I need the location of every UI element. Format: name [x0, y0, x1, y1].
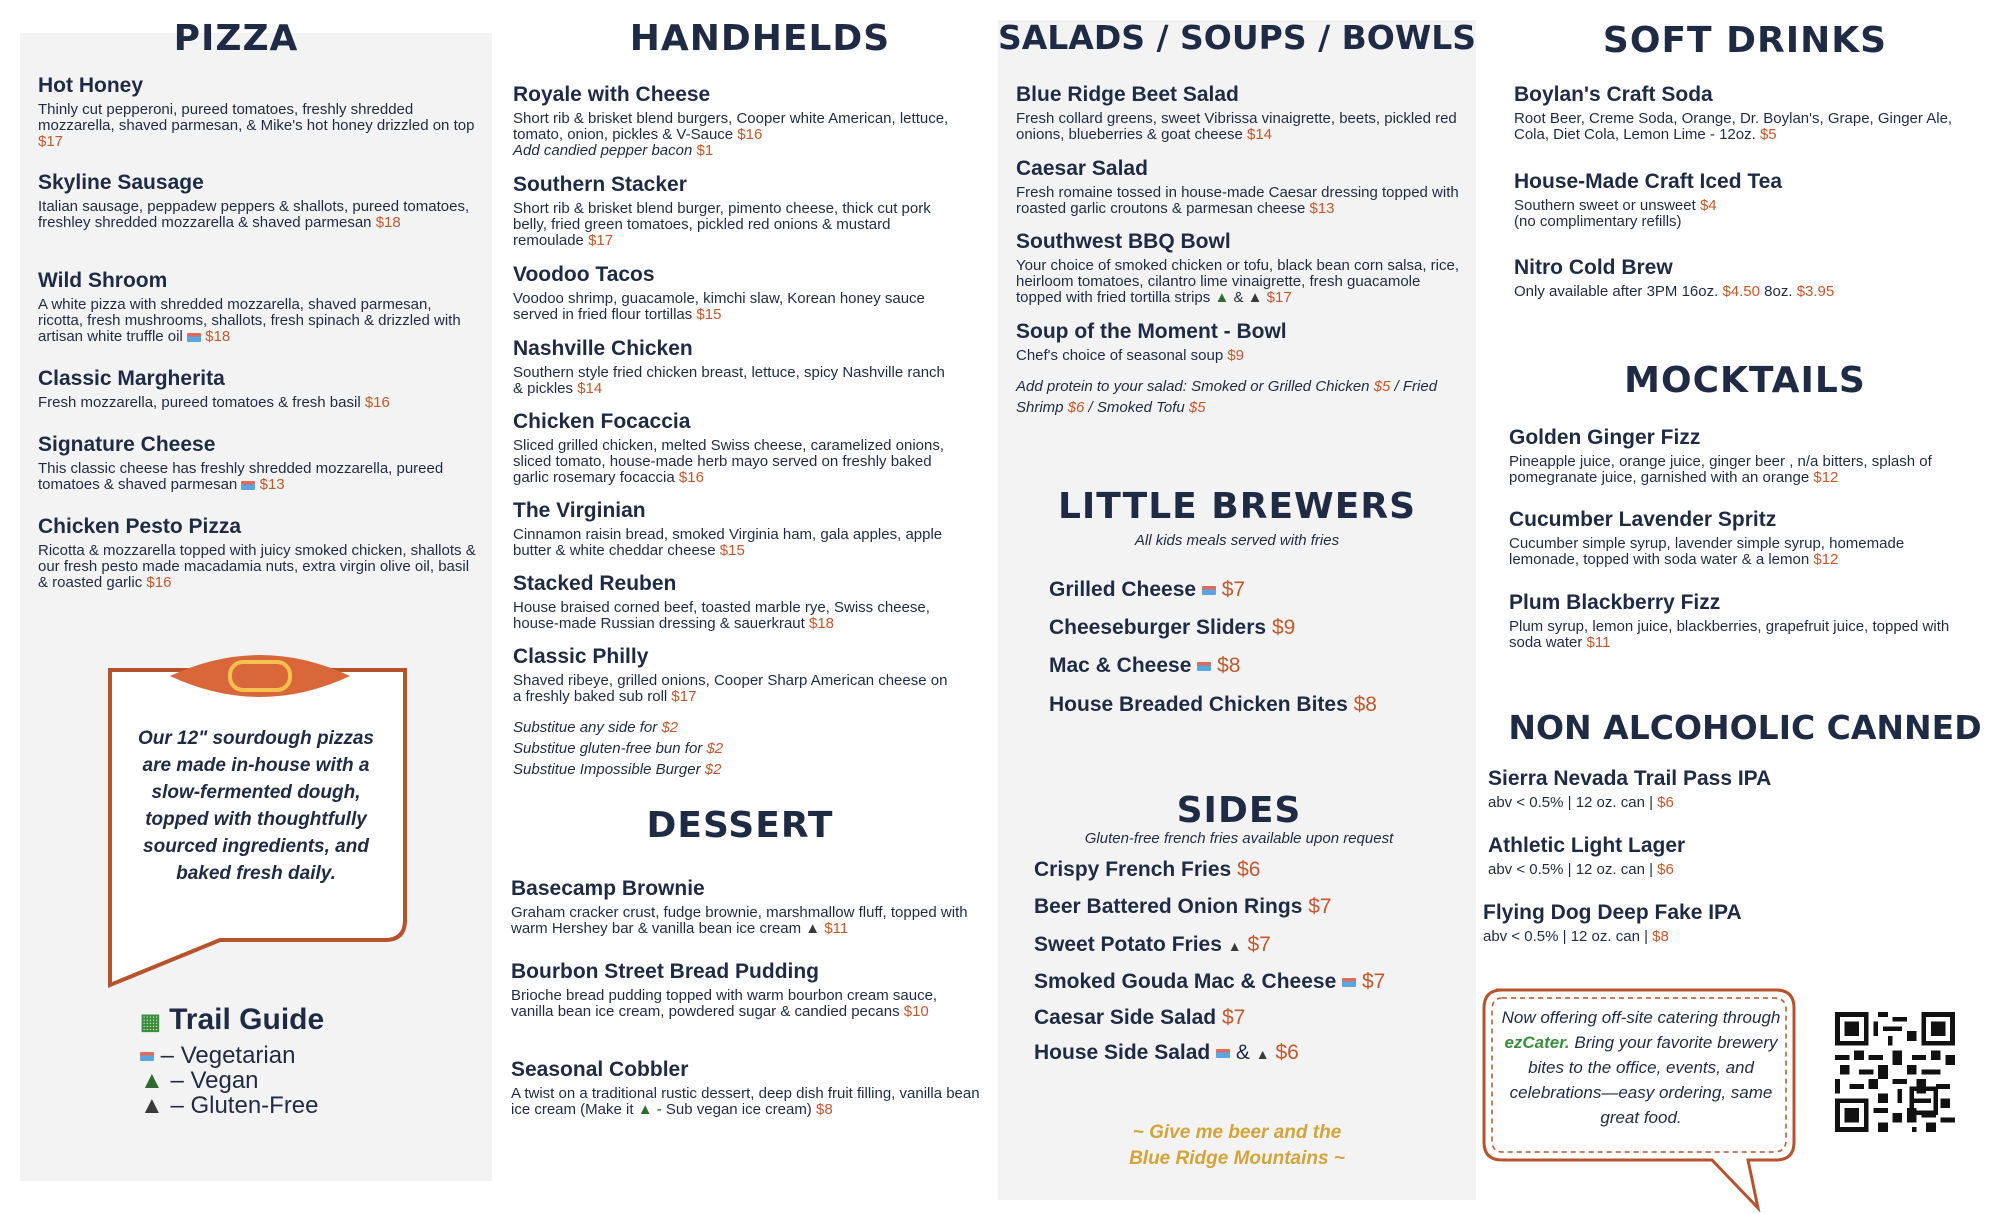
item-name: Hot Honey [38, 74, 143, 97]
item-desc: Shaved ribeye, grilled onions, Cooper Sharp American cheese on a freshly baked sub roll $17 [513, 672, 948, 705]
item-name: Blue Ridge Beet Salad [1016, 83, 1239, 106]
legend-vegan: – Vegan [170, 1067, 259, 1094]
item-name: Bourbon Street Bread Pudding [511, 960, 820, 983]
item-desc: Southern sweet or unsweet $4 (no complimentary refills) [1514, 197, 1717, 230]
item-name: Cucumber Lavender Spritz [1509, 508, 1777, 531]
item-name: Chicken Pesto Pizza [38, 515, 242, 538]
item-name: Sierra Nevada Trail Pass IPA [1488, 767, 1772, 790]
handheld-item [513, 83, 953, 159]
side-item: Beer Battered Onion Rings $7 [1034, 895, 1332, 918]
item-name: Wild Shroom [38, 269, 168, 292]
item-name: The Virginian [513, 499, 646, 522]
item-name: Athletic Light Lager [1488, 834, 1686, 857]
vegetarian-icon [187, 333, 201, 342]
little-brewers-title: LITTLE BREWERS [1057, 486, 1417, 527]
item-desc: Sliced grilled chicken, melted Swiss cheese, caramelized onions, sliced tomato, house-made herb mayo served on freshly baked garlic rosemary focaccia $16 [513, 437, 945, 486]
side-item: Sweet Potato Fries ▲ $7 [1034, 933, 1271, 956]
item-name: Royale with Cheese [513, 83, 711, 106]
kids-item: Grilled Cheese $7 [1049, 578, 1246, 601]
ezcater-link[interactable]: ezCater. [1504, 1033, 1570, 1052]
substitutions: Substitue any side for $2 Substitue gluten-free bun for $2 Substitue Impossible Burger $2 [513, 719, 724, 778]
handheld-item [513, 337, 953, 397]
dessert-item [511, 1058, 981, 1118]
item-desc: Root Beer, Creme Soda, Orange, Dr. Boylan's, Grape, Ginger Ale, Cola, Diet Cola, Lemon Lime - 12oz. $5 [1514, 110, 1953, 143]
item-desc: Brioche bread pudding topped with warm bourbon cream sauce, vanilla bean ice cream, powdered sugar & candied pecans $10 [511, 987, 938, 1020]
slogan-line-1: ~ Give me beer and the [1132, 1122, 1342, 1143]
vegetarian-icon [1216, 1049, 1230, 1058]
pizza-item [38, 74, 478, 150]
item-desc: Cinnamon raisin bread, smoked Virginia ham, gala apples, apple butter & white cheddar cheese $15 [513, 526, 943, 559]
vegetarian-icon [1197, 662, 1211, 671]
dessert-item [511, 960, 981, 1020]
pizza-item [38, 171, 478, 231]
item-desc: Cucumber simple syrup, lavender simple syrup, homemade lemonade, topped with soda water & a lemon $12 [1509, 535, 1905, 568]
handheld-item [513, 173, 953, 249]
kids-item: House Breaded Chicken Bites $8 [1049, 693, 1377, 716]
item-name: Voodoo Tacos [513, 263, 655, 286]
item-desc: A twist on a traditional rustic dessert, deep dish fruit filling, vanilla bean ice cream (Make it ▲ - Sub vegan ice cream) $8 [511, 1085, 980, 1118]
item-name: Stacked Reuben [513, 572, 677, 595]
item-name: Nitro Cold Brew [1514, 256, 1673, 279]
side-item: Crispy French Fries $6 [1034, 858, 1261, 881]
legend-vegetarian: – Vegetarian [160, 1042, 296, 1069]
item-desc: Graham cracker crust, fudge brownie, marshmallow fluff, topped with warm Hershey bar & vanilla bean ice cream ▲ $11 [511, 904, 968, 937]
vegetarian-icon [1202, 586, 1216, 595]
slogan [998, 1120, 1476, 1172]
item-name: Golden Ginger Fizz [1509, 426, 1701, 449]
side-item: Smoked Gouda Mac & Cheese $7 [1034, 970, 1386, 993]
salad-item [1016, 83, 1470, 143]
kids-item: Cheeseburger Sliders $9 [1049, 616, 1296, 639]
item-desc: Italian sausage, peppadew peppers & shallots, pureed tomatoes, freshley shredded mozzarella & shaved parmesan $18 [38, 198, 470, 231]
mountain-icon: ▲ [1227, 938, 1242, 954]
side-item: Caesar Side Salad $7 [1034, 1006, 1246, 1029]
catering-text: Now offering off-site catering through ezCater. Bring your favorite brewery bites to the office, events, and celebrations—easy ordering, same great food. [1501, 1008, 1781, 1127]
vegetarian-icon [1342, 978, 1356, 987]
item-desc: Pineapple juice, orange juice, ginger beer , n/a bitters, splash of pomegranate juice, garnished with an orange $12 [1509, 453, 1932, 486]
drink-item [1514, 83, 1969, 143]
item-desc: Your choice of smoked chicken or tofu, black bean corn salsa, rice, heirloom tomatoes, cilantro lime vinaigrette, fresh guacamole topped with fried tortilla strips ▲ & ▲ $17 [1016, 257, 1460, 306]
item-name: Caesar Salad [1016, 157, 1148, 180]
pizza-item [38, 433, 478, 493]
item-desc: A white pizza with shredded mozzarella, shaved parmesan, ricotta, fresh mushrooms, shallots, fresh spinach & drizzled with artisan white truffle oil $18 [38, 296, 461, 345]
item-name: Chicken Focaccia [513, 410, 691, 433]
pizza-callout-text: Our 12" sourdough pizzas are made in-house with a slow-fermented dough, topped with thoughtfully sourced ingredients, and baked fresh daily. [138, 728, 374, 884]
drink-item [1514, 256, 1969, 300]
handhelds-title: HANDHELDS [629, 18, 891, 59]
map-icon: ▦ [140, 1009, 161, 1034]
legend-gluten-free: – Gluten-Free [170, 1092, 319, 1119]
item-name: Soup of the Moment - Bowl [1016, 320, 1287, 343]
mountain-icon: ▲ [1255, 1046, 1270, 1062]
qr-code[interactable] [1835, 1012, 1955, 1132]
item-name: Plum Blackberry Fizz [1509, 591, 1721, 614]
canned-item [1483, 901, 1968, 945]
salad-item [1016, 320, 1470, 364]
tree-icon: ▲ [140, 1067, 164, 1094]
little-brewers-subtitle: All kids meals served with fries [1134, 532, 1340, 549]
mocktails-title: MOCKTAILS [1624, 360, 1866, 401]
canned-item [1488, 767, 1968, 811]
item-desc: Short rib & brisket blend burgers, Cooper white American, lettuce, tomato, onion, pickles & V-Sauce $16 Add candied pepper bacon $1 [513, 110, 949, 159]
item-desc: Plum syrup, lemon juice, blackberries, grapefruit juice, topped with soda water $11 [1509, 618, 1950, 651]
salad-item [1016, 157, 1470, 217]
pizza-title: PIZZA [173, 18, 299, 59]
salads-title: SALADS / SOUPS / BOWLS [997, 18, 1477, 57]
item-name: Flying Dog Deep Fake IPA [1483, 901, 1742, 924]
item-name: Boylan's Craft Soda [1514, 83, 1713, 106]
item-desc: Ricotta & mozzarella topped with juicy smoked chicken, shallots & our fresh pesto made macadamia nuts, extra virgin olive oil, basil & roasted garlic $16 [38, 542, 476, 591]
dessert-item [511, 877, 981, 937]
item-desc: House braised corned beef, toasted marble rye, Swiss cheese, house-made Russian dressing & sauerkraut $18 [513, 599, 930, 632]
item-name: Southern Stacker [513, 173, 687, 196]
mocktail-item [1509, 591, 1969, 651]
item-desc: abv < 0.5% | 12 oz. can | $6 [1488, 794, 1674, 811]
item-desc: This classic cheese has freshly shredded mozzarella, pureed tomatoes & shaved parmesan $13 [38, 460, 444, 493]
item-desc: abv < 0.5% | 12 oz. can | $8 [1483, 928, 1669, 945]
mountain-icon: ▲ [805, 920, 821, 937]
dessert-title: DESSERT [646, 805, 834, 846]
item-name: Classic Philly [513, 645, 649, 668]
sides-subtitle: Gluten-free french fries available upon request [1084, 830, 1394, 847]
tree-icon: ▲ [637, 1101, 653, 1118]
vegetarian-icon [241, 481, 255, 490]
handheld-item [513, 572, 953, 632]
slogan-line-2: Blue Ridge Mountains ~ [1129, 1148, 1345, 1169]
handheld-item [513, 499, 953, 559]
item-name: House-Made Craft Iced Tea [1514, 170, 1783, 193]
mountain-icon: ▲ [140, 1092, 164, 1119]
item-desc: Short rib & brisket blend burger, pimento cheese, thick cut pork belly, fried green tomatoes, pickled red onions & mustard remoulade $17 [513, 200, 931, 249]
item-name: Seasonal Cobbler [511, 1058, 689, 1081]
item-desc: Voodoo shrimp, guacamole, kimchi slaw, Korean honey sauce served in fried flour tortillas $15 [513, 290, 925, 323]
pizza-item [38, 269, 478, 345]
pizza-item [38, 367, 478, 411]
item-name: Southwest BBQ Bowl [1016, 230, 1231, 253]
canned-item [1488, 834, 1968, 878]
protein-note: Add protein to your salad: Smoked or Grilled Chicken $5 / Fried Shrimp $6 / Smoked Tofu $5 [1016, 378, 1438, 416]
item-desc: Chef's choice of seasonal soup $9 [1016, 347, 1245, 364]
item-desc: Only available after 3PM 16oz. $4.50 8oz. $3.95 [1514, 283, 1835, 300]
item-desc: Fresh mozzarella, pureed tomatoes & fresh basil $16 [38, 394, 390, 411]
item-name: Basecamp Brownie [511, 877, 705, 900]
handheld-item [513, 263, 953, 323]
item-desc: Fresh collard greens, sweet Vibrissa vinaigrette, beets, pickled red onions, blueberries & goat cheese $14 [1016, 110, 1457, 143]
handheld-item [513, 645, 953, 705]
item-desc: abv < 0.5% | 12 oz. can | $6 [1488, 861, 1674, 878]
item-name: Signature Cheese [38, 433, 216, 456]
canned-title: NON ALCOHOLIC CANNED [1508, 708, 1982, 747]
trail-guide-title: Trail Guide [169, 1003, 325, 1036]
mountain-icon: ▲ [1247, 289, 1263, 306]
handheld-item [513, 410, 953, 486]
item-desc: Fresh romaine tossed in house-made Caesar dressing topped with roasted garlic croutons & parmesan cheese $13 [1016, 184, 1459, 217]
mocktail-item [1509, 426, 1969, 486]
sides-title: SIDES [1176, 790, 1302, 831]
drink-item [1514, 170, 1969, 230]
item-name: Classic Margherita [38, 367, 225, 390]
item-desc: Thinly cut pepperoni, pureed tomatoes, freshly shredded mozzarella, shaved parmesan, & Mike's hot honey drizzled on top $17 [38, 101, 475, 150]
soft-drinks-title: SOFT DRINKS [1602, 20, 1888, 61]
mocktail-item [1509, 508, 1969, 568]
side-item: House Side Salad & ▲ $6 [1034, 1041, 1299, 1064]
kids-item: Mac & Cheese $8 [1049, 654, 1241, 677]
item-name: Skyline Sausage [38, 171, 204, 194]
pizza-item [38, 515, 478, 591]
item-desc: Southern style fried chicken breast, lettuce, spicy Nashville ranch & pickles $14 [513, 364, 945, 397]
vegetarian-icon [140, 1052, 154, 1061]
tree-icon: ▲ [1214, 289, 1230, 306]
salad-item [1016, 230, 1470, 306]
trail-guide [140, 1003, 324, 1118]
item-name: Nashville Chicken [513, 337, 693, 360]
